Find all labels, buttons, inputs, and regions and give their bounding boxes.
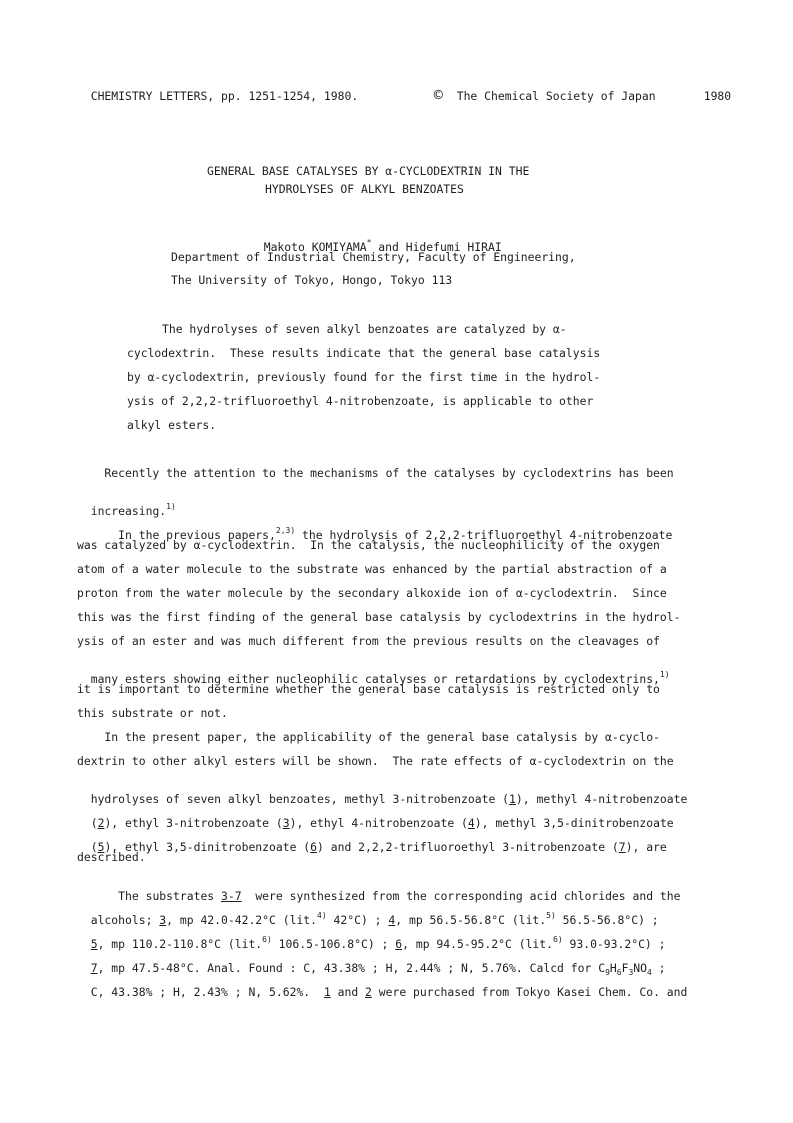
author-2: and Hidefumi HIRAI (371, 240, 502, 254)
body-p2-line-8: it is important to determine whether the general base catalysis is restricted only to (77, 682, 660, 696)
body-p4-line-5: C, 43.38% ; H, 2.43% ; N, 5.62%. 1 and 2 were purchased from Tokyo Kasei Chem. Co. and (90, 985, 688, 999)
corresponding-author-mark: * (366, 238, 372, 247)
compound-number: 5 (97, 840, 105, 854)
copyright-line (420, 74, 443, 103)
abstract-line-1: The hydrolyses of seven alkyl benzoates are catalyzed by α- (162, 322, 567, 336)
paper-title-line-2: HYDROLYSES OF ALKYL BENZOATES (265, 182, 464, 196)
compound-number: 1 (509, 792, 516, 806)
compound-number: 3-7 (221, 889, 242, 903)
body-p3-line-4: (2), ethyl 3-nitrobenzoate (3), ethyl 4-nitrobenzoate (4), methyl 3,5-dinitrobenzoate (90, 816, 674, 830)
body-p4-line-3: 5, mp 110.2-110.8°C (lit.$^{6)}$ 106.5-106.8°C) ; 6, mp 94.5-95.2°C (lit.$^{6)}$ 93.0-93.2°C) ; (90, 935, 666, 951)
body-p1-line-2: increasing.$^{1)}$ (90, 502, 176, 518)
abstract-line-3: by α-cyclodextrin, previously found for the first time in the hydrol- (127, 370, 601, 384)
abstract-line-4: ysis of 2,2,2-trifluoroethyl 4-nitrobenzoate, is applicable to other (127, 394, 594, 408)
body-p4-line-1: The substrates 3-7 were synthesized from the corresponding acid chlorides and the (90, 889, 681, 903)
body-p3-line-3: hydrolyses of seven alkyl benzoates, methyl 3-nitrobenzoate (1), methyl 4-nitrobenzoate (90, 792, 688, 806)
society-name: The Chemical Society of Japan (456, 89, 656, 103)
compound-number: 4 (467, 816, 475, 830)
body-p2-line-6: ysis of an ester and was much different from the previous results on the cleavages of (77, 634, 660, 648)
body-p3-line-2: dextrin to other alkyl esters will be shown. The rate effects of α-cyclodextrin on the (77, 754, 674, 768)
compound-number: 3 (282, 816, 290, 830)
abstract-line-2: cyclodextrin. These results indicate that the general base catalysis (127, 346, 601, 360)
compound-number: 7 (90, 961, 98, 975)
copyright-icon: © (433, 86, 443, 104)
body-p3-line-1: In the present paper, the applicability of the general base catalysis by α-cyclo- (77, 730, 660, 744)
citation-ref: 1) (659, 670, 670, 679)
author-1: Makoto KOMIYAMA (263, 240, 367, 254)
citation-ref: 6) (553, 935, 563, 944)
publication-year: 1980 (703, 89, 732, 103)
body-p2-line-4: proton from the water molecule by the secondary alkoxide ion of α-cyclodextrin. Since (77, 586, 667, 600)
running-header (77, 75, 358, 103)
body-p2-line-3: atom of a water molecule to the substrate was enhanced by the partial abstraction of a (77, 562, 667, 576)
citation-ref: 5) (546, 911, 556, 920)
body-p2-line-7: many esters showing either nucleophilic catalyses or retardations by cyclodextrins,$^{1)}$ (90, 670, 670, 686)
body-p2-line-1: In the previous papers,$^{2,3)}$ the hydrolysis of 2,2,2-trifluoroethyl 4-nitrobenzoate (90, 526, 673, 542)
body-p1-line-1: Recently the attention to the mechanisms of the catalyses by cyclodextrins has been (77, 466, 674, 480)
abstract-line-5: alkyl esters. (127, 418, 217, 432)
journal-citation: CHEMISTRY LETTERS, pp. 1251-1254, 1980. (90, 89, 359, 103)
citation-ref: 6) (262, 935, 272, 944)
paper-title-line-1: GENERAL BASE CATALYSES BY α-CYCLODEXTRIN IN THE (207, 164, 530, 178)
compound-number: 2 (97, 816, 105, 830)
citation-ref: 1) (166, 502, 176, 511)
body-p2-line-9: this substrate or not. (77, 706, 228, 720)
compound-number: 6 (310, 840, 318, 854)
body-p3-line-5: (5), ethyl 3,5-dinitrobenzoate (6) and 2,2,2-trifluoroethyl 3-nitrobenzoate (7), are (90, 840, 667, 854)
body-p2-line-2: was catalyzed by α-cyclodextrin. In the catalysis, the nucleophilicity of the oxygen (77, 538, 660, 552)
compound-number: 7 (618, 840, 626, 854)
body-p2-line-5: this was the first finding of the general base catalysis by cyclodextrins in the hydrol- (77, 610, 681, 624)
compound-number: 6 (395, 937, 403, 951)
body-p3-line-6: described. (77, 850, 146, 864)
compound-number: 1 (323, 985, 331, 999)
affiliation-line-2: The University of Tokyo, Hongo, Tokyo 113 (171, 273, 453, 287)
body-p4-line-2: alcohols; 3, mp 42.0-42.2°C (lit.$^{4)}$ 42°C) ; 4, mp 56.5-56.8°C (lit.$^{5)}$ 56.5-56.8°C) ; (90, 911, 659, 927)
compound-number: 5 (90, 937, 98, 951)
compound-number: 3 (159, 913, 167, 927)
compound-number: 4 (388, 913, 396, 927)
citation-ref: 4) (317, 911, 327, 920)
compound-number: 2 (365, 985, 372, 999)
citation-ref: 2,3) (275, 526, 296, 535)
body-p4-line-4: 7, mp 47.5-48°C. Anal. Found : C, 43.38% ; H, 2.44% ; N, 5.76%. Calcd for $C_9H_6F_3NO_4$ ; (90, 961, 666, 977)
affiliation-line-1: Department of Industrial Chemistry, Faculty of Engineering, (171, 250, 576, 264)
